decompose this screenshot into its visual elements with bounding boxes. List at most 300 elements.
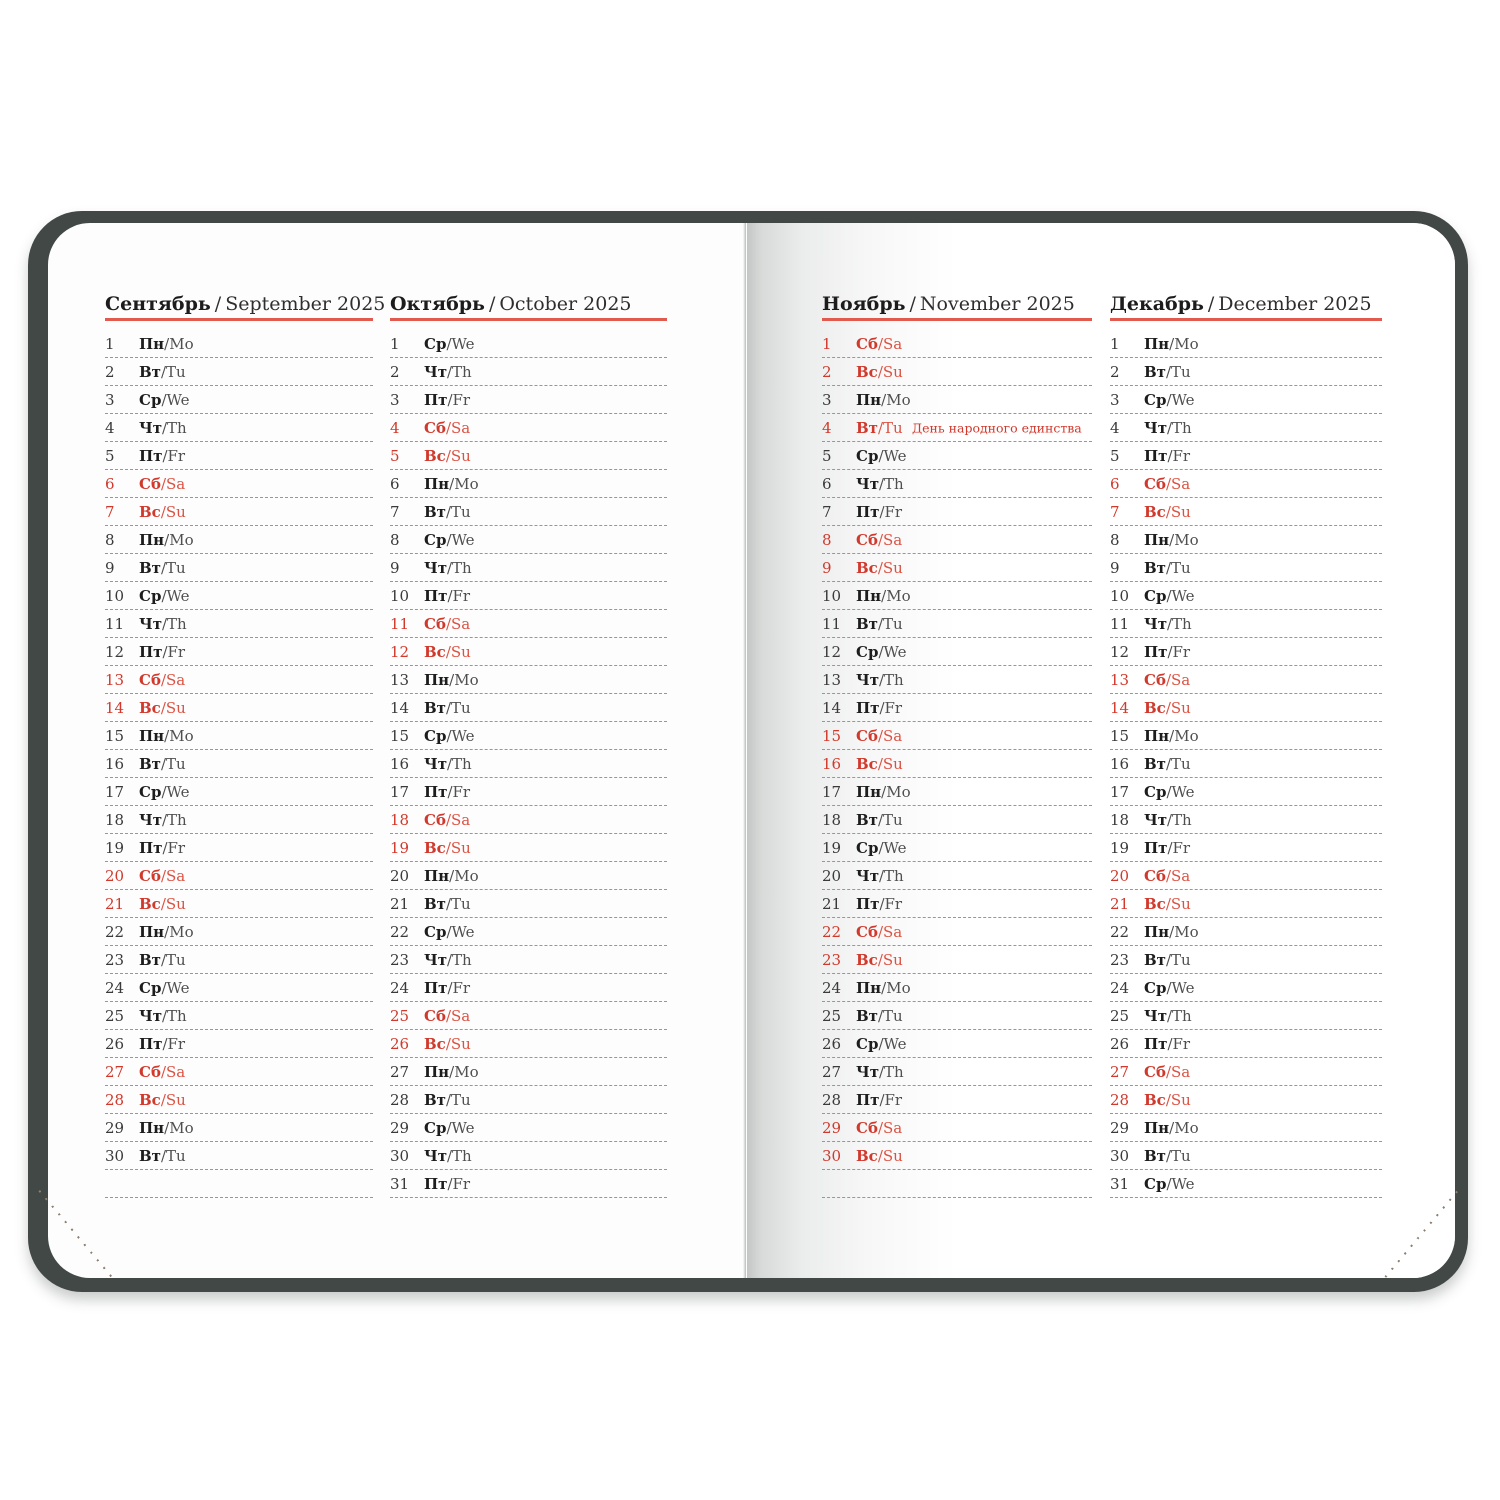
weekday-label: Пт/Fr	[856, 894, 903, 913]
month-separator: /	[909, 293, 916, 315]
weekday-label: Ср/We	[424, 1118, 475, 1137]
calendar-day-row	[105, 722, 373, 750]
day-number: 25	[390, 1006, 410, 1025]
calendar-day-row	[1110, 974, 1382, 1002]
weekday-label: Ср/We	[1144, 586, 1195, 605]
calendar-day-row	[1110, 1114, 1382, 1142]
weekday-label: Пн/Mo	[1144, 334, 1199, 353]
weekday-label: Вт/Tu	[424, 894, 471, 913]
day-number: 12	[105, 642, 125, 661]
day-number: 29	[1110, 1118, 1130, 1137]
day-number: 1	[1110, 334, 1120, 353]
calendar-day-row	[822, 498, 1092, 526]
day-number: 11	[390, 614, 410, 633]
weekday-label: Пн/Mo	[856, 782, 911, 801]
weekday-label: Сб/Sa	[856, 922, 903, 941]
day-number: 19	[105, 838, 125, 857]
month-separator: /	[488, 293, 496, 315]
blank-row	[822, 1170, 1092, 1198]
calendar-day-row	[1110, 582, 1382, 610]
calendar-day-row	[105, 638, 373, 666]
day-number: 3	[822, 390, 832, 409]
day-number: 1	[822, 334, 832, 353]
weekday-label: Вс/Su	[139, 1090, 186, 1109]
weekday-label: Вт/Tu	[1144, 950, 1191, 969]
weekday-label: Ср/We	[856, 642, 907, 661]
calendar-day-row	[822, 694, 1092, 722]
day-number: 21	[1110, 894, 1130, 913]
calendar-day-row	[1110, 666, 1382, 694]
weekday-label: Пн/Mo	[424, 670, 479, 689]
weekday-label: Сб/Sa	[139, 474, 186, 493]
day-number: 13	[390, 670, 410, 689]
weekday-label: Чт/Th	[424, 754, 472, 773]
day-number: 26	[390, 1034, 410, 1053]
weekday-label: Вс/Su	[1144, 698, 1191, 717]
weekday-label: Пн/Mo	[1144, 530, 1199, 549]
weekday-label: Вс/Su	[856, 558, 903, 577]
calendar-day-row	[390, 330, 667, 358]
calendar-day-row	[390, 1086, 667, 1114]
weekday-label: Сб/Sa	[1144, 1062, 1191, 1081]
weekday-label: Пт/Fr	[856, 502, 903, 521]
month-header	[822, 293, 1092, 315]
weekday-label: Пт/Fr	[139, 838, 186, 857]
weekday-label: Ср/We	[139, 978, 190, 997]
day-number: 27	[1110, 1062, 1130, 1081]
calendar-day-row	[822, 554, 1092, 582]
day-number: 20	[822, 866, 842, 885]
day-number: 22	[1110, 922, 1130, 941]
day-number: 28	[822, 1090, 842, 1109]
month-name-ru: Сентябрь	[105, 293, 211, 315]
day-number: 9	[105, 558, 115, 577]
month-name-en: October 2025	[499, 293, 632, 315]
weekday-label: Ср/We	[1144, 1174, 1195, 1193]
calendar-day-row	[1110, 442, 1382, 470]
calendar-day-row	[105, 778, 373, 806]
calendar-day-row	[1110, 554, 1382, 582]
calendar-day-row	[105, 974, 373, 1002]
day-number: 12	[822, 642, 842, 661]
day-number: 2	[390, 362, 400, 381]
day-number: 16	[105, 754, 125, 773]
calendar-day-row	[822, 442, 1092, 470]
day-number: 6	[822, 474, 832, 493]
month-name-en: December 2025	[1218, 293, 1372, 315]
calendar-day-row	[1110, 750, 1382, 778]
weekday-label: Чт/Th	[139, 1006, 187, 1025]
calendar-day-row	[105, 918, 373, 946]
calendar-day-row	[1110, 1030, 1382, 1058]
day-number: 4	[822, 418, 832, 437]
calendar-day-row	[105, 666, 373, 694]
weekday-label: Ср/We	[424, 726, 475, 745]
weekday-label: Чт/Th	[856, 1062, 904, 1081]
calendar-day-row	[1110, 918, 1382, 946]
weekday-label: Пт/Fr	[856, 1090, 903, 1109]
day-number: 30	[1110, 1146, 1130, 1165]
day-number: 19	[390, 838, 410, 857]
weekday-label: Пн/Mo	[424, 474, 479, 493]
day-number: 5	[1110, 446, 1120, 465]
weekday-label: Чт/Th	[424, 558, 472, 577]
weekday-label: Сб/Sa	[424, 1006, 471, 1025]
calendar-day-row	[1110, 470, 1382, 498]
calendar-day-row	[390, 526, 667, 554]
day-number: 28	[105, 1090, 125, 1109]
weekday-label: Пт/Fr	[1144, 838, 1191, 857]
calendar-day-row	[1110, 498, 1382, 526]
weekday-label: Ср/We	[856, 838, 907, 857]
calendar-day-row	[1110, 386, 1382, 414]
day-number: 26	[1110, 1034, 1130, 1053]
weekday-label: Сб/Sa	[1144, 670, 1191, 689]
day-number: 3	[105, 390, 115, 409]
weekday-label: Вт/Tu	[856, 1006, 903, 1025]
calendar-day-row	[105, 470, 373, 498]
calendar-day-row	[390, 722, 667, 750]
calendar-day-row	[822, 918, 1092, 946]
day-number: 15	[105, 726, 125, 745]
weekday-label: Вс/Su	[139, 894, 186, 913]
weekday-label: Вс/Su	[1144, 1090, 1191, 1109]
month-column-october	[390, 293, 667, 1198]
day-number: 11	[822, 614, 842, 633]
calendar-day-row	[822, 1030, 1092, 1058]
calendar-day-row	[1110, 722, 1382, 750]
calendar-day-row	[390, 638, 667, 666]
day-number: 21	[390, 894, 410, 913]
weekday-label: Пт/Fr	[856, 698, 903, 717]
calendar-day-row	[105, 442, 373, 470]
weekday-label: Пт/Fr	[1144, 642, 1191, 661]
weekday-label: Вс/Su	[1144, 502, 1191, 521]
calendar-day-row	[390, 1114, 667, 1142]
weekday-label: Чт/Th	[139, 418, 187, 437]
weekday-label: Пт/Fr	[1144, 446, 1191, 465]
weekday-label: Пт/Fr	[424, 1174, 471, 1193]
month-column-december	[1110, 293, 1382, 1198]
day-number: 12	[1110, 642, 1130, 661]
calendar-day-row	[822, 890, 1092, 918]
month-name-ru: Ноябрь	[822, 293, 906, 315]
day-number: 23	[390, 950, 410, 969]
day-number: 27	[822, 1062, 842, 1081]
calendar-day-row	[1110, 1002, 1382, 1030]
day-number: 18	[390, 810, 410, 829]
weekday-label: Вт/Tu	[139, 950, 186, 969]
calendar-day-row	[105, 610, 373, 638]
month-rows	[1110, 330, 1382, 1198]
weekday-label: Сб/Sa	[1144, 474, 1191, 493]
day-number: 15	[822, 726, 842, 745]
calendar-day-row	[105, 1058, 373, 1086]
day-number: 24	[1110, 978, 1130, 997]
calendar-day-row	[105, 946, 373, 974]
calendar-day-row	[1110, 1058, 1382, 1086]
calendar-day-row	[390, 862, 667, 890]
day-number: 16	[822, 754, 842, 773]
holiday-note: День народного единства	[912, 420, 1082, 435]
weekday-label: Чт/Th	[1144, 810, 1192, 829]
day-number: 17	[105, 782, 125, 801]
calendar-day-row	[105, 582, 373, 610]
calendar-day-row	[105, 330, 373, 358]
calendar-day-row	[390, 1142, 667, 1170]
weekday-label: Вт/Tu	[424, 502, 471, 521]
calendar-day-row	[822, 610, 1092, 638]
calendar-day-row	[390, 470, 667, 498]
calendar-day-row	[822, 862, 1092, 890]
month-header	[1110, 293, 1382, 315]
weekday-label: Пт/Fr	[139, 1034, 186, 1053]
calendar-day-row	[105, 1142, 373, 1170]
month-rows	[105, 330, 373, 1198]
weekday-label: Сб/Sa	[856, 334, 903, 353]
day-number: 2	[105, 362, 115, 381]
weekday-label: Вс/Su	[139, 698, 186, 717]
weekday-label: Ср/We	[1144, 978, 1195, 997]
day-number: 13	[822, 670, 842, 689]
weekday-label: Чт/Th	[424, 950, 472, 969]
day-number: 7	[105, 502, 115, 521]
weekday-label: Пн/Mo	[139, 530, 194, 549]
day-number: 30	[105, 1146, 125, 1165]
weekday-label: Сб/Sa	[856, 530, 903, 549]
calendar-day-row	[390, 358, 667, 386]
day-number: 28	[1110, 1090, 1130, 1109]
weekday-label: Чт/Th	[1144, 614, 1192, 633]
day-number: 7	[390, 502, 400, 521]
day-number: 23	[1110, 950, 1130, 969]
calendar-day-row	[390, 694, 667, 722]
day-number: 6	[105, 474, 115, 493]
calendar-day-row	[390, 414, 667, 442]
day-number: 3	[390, 390, 400, 409]
calendar-day-row	[822, 974, 1092, 1002]
calendar-day-row	[390, 806, 667, 834]
month-name-ru: Октябрь	[390, 293, 485, 315]
weekday-label: Пн/Mo	[139, 334, 194, 353]
day-number: 23	[822, 950, 842, 969]
calendar-day-row	[105, 750, 373, 778]
day-number: 14	[822, 698, 842, 717]
weekday-label: Пт/Fr	[424, 782, 471, 801]
calendar-day-row	[1110, 834, 1382, 862]
calendar-day-row	[105, 834, 373, 862]
day-number: 25	[1110, 1006, 1130, 1025]
weekday-label: Пт/Fr	[424, 586, 471, 605]
day-number: 10	[822, 586, 842, 605]
weekday-label: Ср/We	[139, 586, 190, 605]
day-number: 31	[1110, 1174, 1130, 1193]
day-number: 8	[1110, 530, 1120, 549]
calendar-day-row	[822, 666, 1092, 694]
day-number: 4	[1110, 418, 1120, 437]
calendar-day-row	[390, 1058, 667, 1086]
day-number: 29	[105, 1118, 125, 1137]
calendar-day-row	[390, 666, 667, 694]
calendar-day-row	[822, 722, 1092, 750]
month-header	[105, 293, 386, 315]
day-number: 24	[105, 978, 125, 997]
day-number: 14	[390, 698, 410, 717]
month-rows	[390, 330, 667, 1198]
calendar-day-row	[390, 778, 667, 806]
weekday-label: Пн/Mo	[856, 586, 911, 605]
weekday-label: Вс/Su	[424, 838, 471, 857]
weekday-label: Ср/We	[139, 782, 190, 801]
weekday-label: Ср/We	[1144, 390, 1195, 409]
month-name-ru: Декабрь	[1110, 293, 1204, 315]
calendar-day-row	[822, 750, 1092, 778]
calendar-day-row	[105, 498, 373, 526]
weekday-label: Пн/Mo	[139, 1118, 194, 1137]
day-number: 2	[822, 362, 832, 381]
calendar-day-row	[822, 358, 1092, 386]
calendar-day-row	[822, 778, 1092, 806]
weekday-label: Чт/Th	[424, 362, 472, 381]
day-number: 22	[105, 922, 125, 941]
calendar-day-row	[822, 1114, 1092, 1142]
day-number: 16	[390, 754, 410, 773]
day-number: 10	[105, 586, 125, 605]
day-number: 10	[390, 586, 410, 605]
weekday-label: Вт/Tu	[1144, 558, 1191, 577]
weekday-label: Вт/Tu	[856, 614, 903, 633]
day-number: 29	[822, 1118, 842, 1137]
day-number: 14	[1110, 698, 1130, 717]
day-number: 28	[390, 1090, 410, 1109]
month-underline	[390, 318, 667, 321]
day-number: 20	[390, 866, 410, 885]
calendar-day-row	[1110, 862, 1382, 890]
calendar-day-row	[390, 498, 667, 526]
weekday-label: Ср/We	[1144, 782, 1195, 801]
weekday-label: Чт/Th	[1144, 418, 1192, 437]
day-number: 15	[390, 726, 410, 745]
weekday-label: Вт/Tu	[139, 362, 186, 381]
weekday-label: Вт/Tu	[139, 754, 186, 773]
day-number: 21	[822, 894, 842, 913]
weekday-label: Сб/Sa	[856, 1118, 903, 1137]
calendar-day-row	[390, 582, 667, 610]
calendar-day-row	[390, 554, 667, 582]
day-number: 23	[105, 950, 125, 969]
day-number: 29	[390, 1118, 410, 1137]
calendar-day-row	[390, 750, 667, 778]
calendar-day-row	[390, 1002, 667, 1030]
day-number: 26	[822, 1034, 842, 1053]
calendar-day-row	[390, 974, 667, 1002]
calendar-day-row	[1110, 1170, 1382, 1198]
weekday-label: Вт/Tu	[856, 810, 903, 829]
day-number: 3	[1110, 390, 1120, 409]
day-number: 6	[390, 474, 400, 493]
weekday-label: Сб/Sa	[139, 1062, 186, 1081]
calendar-day-row	[822, 470, 1092, 498]
calendar-day-row	[1110, 414, 1382, 442]
calendar-day-row	[822, 1002, 1092, 1030]
month-column-november	[822, 293, 1092, 1198]
weekday-label: Пт/Fr	[1144, 1034, 1191, 1053]
day-number: 21	[105, 894, 125, 913]
day-number: 24	[822, 978, 842, 997]
weekday-label: Вс/Su	[139, 502, 186, 521]
weekday-label: Пт/Fr	[424, 390, 471, 409]
calendar-day-row	[390, 386, 667, 414]
calendar-day-row	[822, 582, 1092, 610]
calendar-day-row	[105, 890, 373, 918]
weekday-label: Пн/Mo	[424, 866, 479, 885]
calendar-day-row	[105, 1002, 373, 1030]
day-number: 17	[822, 782, 842, 801]
weekday-label: Сб/Sa	[856, 726, 903, 745]
day-number: 18	[822, 810, 842, 829]
weekday-label: Пн/Mo	[1144, 726, 1199, 745]
day-number: 27	[390, 1062, 410, 1081]
weekday-label: Ср/We	[139, 390, 190, 409]
month-separator: /	[1207, 293, 1215, 315]
weekday-label: Вс/Su	[424, 642, 471, 661]
weekday-label: Вт/Tu	[1144, 754, 1191, 773]
month-name-en: November 2025	[919, 293, 1075, 315]
calendar-day-row	[1110, 1086, 1382, 1114]
weekday-label: Вт/Tu	[139, 1146, 186, 1165]
weekday-label: Чт/Th	[1144, 1006, 1192, 1025]
day-number: 22	[822, 922, 842, 941]
calendar-day-row	[390, 946, 667, 974]
weekday-label: Ср/We	[424, 334, 475, 353]
month-header	[390, 293, 667, 315]
month-rows	[822, 330, 1092, 1198]
month-column-september	[105, 293, 386, 1198]
day-number: 14	[105, 698, 125, 717]
weekday-label: Вс/Su	[856, 950, 903, 969]
left-page-edge	[743, 223, 746, 1278]
day-number: 27	[105, 1062, 125, 1081]
weekday-label: Вт/Tu	[1144, 1146, 1191, 1165]
calendar-day-row	[1110, 526, 1382, 554]
weekday-label: Пт/Fr	[139, 446, 186, 465]
calendar-day-row	[822, 1058, 1092, 1086]
calendar-day-row	[105, 414, 373, 442]
calendar-day-row	[105, 694, 373, 722]
blank-row	[105, 1170, 373, 1198]
day-number: 1	[390, 334, 400, 353]
weekday-label: Вс/Su	[856, 362, 903, 381]
calendar-day-row	[822, 330, 1092, 358]
calendar-day-row	[390, 1030, 667, 1058]
day-number: 7	[1110, 502, 1120, 521]
calendar-day-row	[105, 1114, 373, 1142]
day-number: 15	[1110, 726, 1130, 745]
calendar-day-row	[822, 526, 1092, 554]
weekday-label: Пн/Mo	[856, 390, 911, 409]
day-number: 17	[1110, 782, 1130, 801]
day-number: 18	[1110, 810, 1130, 829]
day-number: 6	[1110, 474, 1120, 493]
day-number: 2	[1110, 362, 1120, 381]
day-number: 12	[390, 642, 410, 661]
calendar-day-row	[105, 1030, 373, 1058]
calendar-day-row	[1110, 1142, 1382, 1170]
day-number: 19	[1110, 838, 1130, 857]
weekday-label: Вт/Tu	[856, 418, 903, 437]
weekday-label: Пт/Fr	[424, 978, 471, 997]
month-underline	[105, 318, 373, 321]
